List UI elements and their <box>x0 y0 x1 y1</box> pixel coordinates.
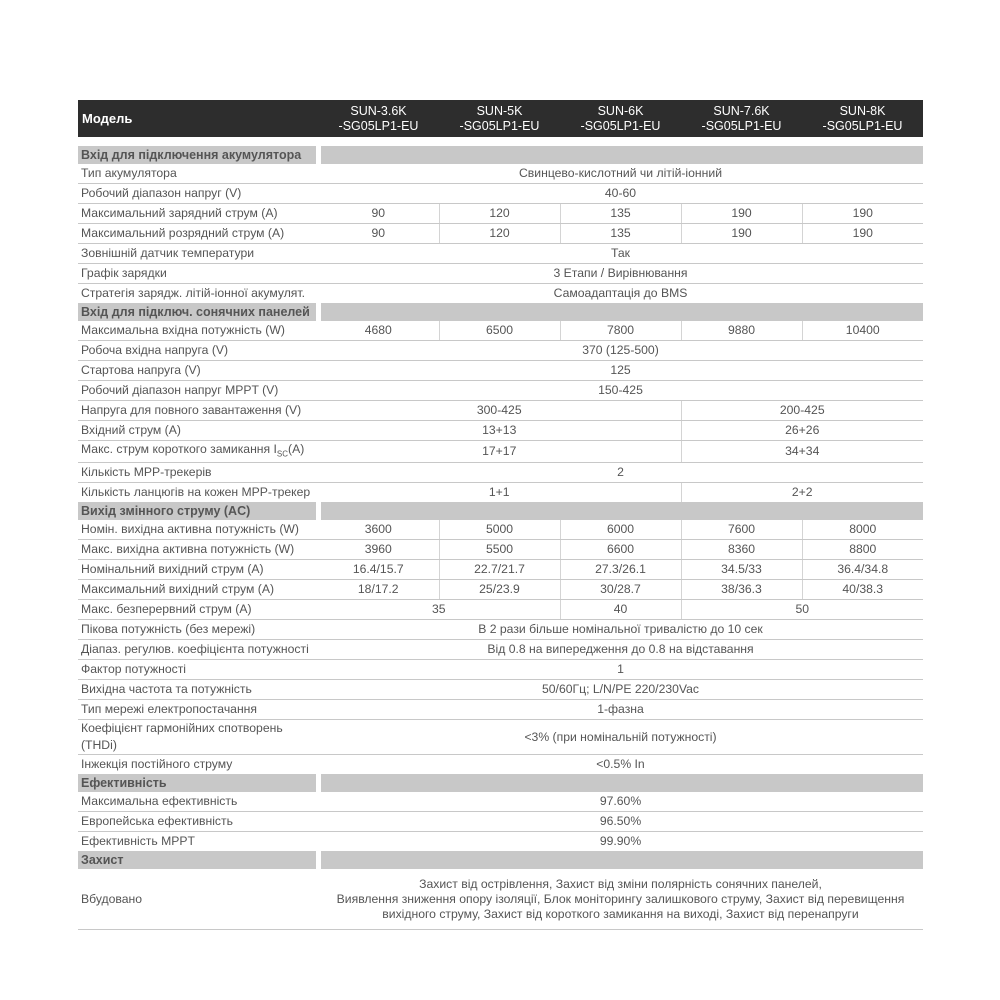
section-header-protection: Захист <box>78 851 923 869</box>
header-row <box>78 100 923 137</box>
table-row: Вбудовано Захист від острівлення, Захист від зміни полярність сонячних панелей, Виявлення зниження опору ізоляції, Блок моніторингу залишкового струму, Захист від перевищення вихідного струму, Захист від короткого замикання на виході, Захист від перенапруги <box>78 869 923 930</box>
protection-features: Захист від острівлення, Захист від зміни полярність сонячних панелей, Виявлення зниження опору ізоляції, Блок моніторингу залишкового струму, Захист від перевищення вихідного струму, Захист від короткого замикання на виході, Захист від перенапруги <box>318 869 923 930</box>
table-row: Максимальна ефективність 97.60% <box>78 792 923 812</box>
table-row: Максимальний розрядний струм (A) 90 120 135 190 190 <box>78 224 923 244</box>
table-row: Напруга для повного завантаження (V) 300-425 200-425 <box>78 401 923 421</box>
table-row: Кількість MPP-трекерів 2 <box>78 463 923 483</box>
spec-table-container <box>78 100 923 930</box>
model-label: Модель <box>78 100 318 137</box>
table-row: Номінальний вихідний струм (A) 16.4/15.7 22.7/21.7 27.3/26.1 34.5/33 36.4/34.8 <box>78 560 923 580</box>
table-row: Коефіцієнт гармонійних спотворень (THDi) <3% (при номінальній потужності) <box>78 720 923 755</box>
table-row: Робочий діапазон напруг (V) 40-60 <box>78 184 923 204</box>
table-row: Стартова напруга (V) 125 <box>78 361 923 381</box>
table-row: Тип мережі електропостачання 1-фазна <box>78 700 923 720</box>
table-row: Інжекція постійного струму <0.5% In <box>81 757 645 772</box>
section-header-battery: Вхід для підключення акумулятора <box>78 146 923 164</box>
model-column-header: SUN-6K -SG05LP1-EU <box>560 100 681 137</box>
table-row: Макс. безперервний струм (A) 35 40 50 <box>78 600 923 620</box>
table-row: Діапаз. регулюв. коефіцієнта потужності Від 0.8 на випередження до 0.8 на відставання <box>78 640 923 660</box>
model-column-header: SUN-3.6K -SG05LP1-EU <box>318 100 439 137</box>
section-header-pv: Вхід для підключ. сонячних панелей <box>78 303 923 321</box>
table-row: Максимальний вихідний струм (A) 18/17.2 25/23.9 30/28.7 38/36.3 40/38.3 <box>78 580 923 600</box>
table-row: Робоча вхідна напруга (V) 370 (125-500) <box>78 341 923 361</box>
table-row: Ефективність MPPT 99.90% <box>81 834 642 849</box>
table-row: Вихідна частота та потужність 50/60Гц; L/N/PE 220/230Vac <box>78 680 923 700</box>
table-row: Европейська ефективність 96.50% <box>78 812 923 832</box>
table-row: Максимальний зарядний струм (A) 90 120 135 190 190 <box>78 204 923 224</box>
table-row: Зовнішній датчик температури Так <box>78 244 923 264</box>
table-row: Робочий діапазон напруг MPPT (V) 150-425 <box>78 381 923 401</box>
section-header-efficiency: Ефективність <box>78 774 923 792</box>
table-row: Пікова потужність (без мережі) В 2 рази більше номінальної тривалістю до 10 сек <box>78 620 923 640</box>
table-row: Номін. вихідна активна потужність (W) 3600 5000 6000 7600 8000 <box>78 520 923 540</box>
table-row: Макс. вихідна активна потужність (W) 3960 5500 6600 8360 8800 <box>78 540 923 560</box>
spec-table <box>78 100 923 930</box>
table-row: Тип акумулятора Свинцево-кислотний чи літій-іонний <box>78 164 923 184</box>
table-row: Фактор потужності 1 <box>78 660 923 680</box>
table-row: Макс. струм короткого замикання $I_{SC}(A)$ 17+17 34+34 <box>78 441 923 463</box>
model-column-header: SUN-8K -SG05LP1-EU <box>802 100 923 137</box>
table-row: Кількість ланцюгів на кожен MPP-трекер 1+1 2+2 <box>78 483 923 503</box>
table-row: Максимальна вхідна потужність (W) 4680 6500 7800 9880 10400 <box>78 321 923 341</box>
model-column-header: SUN-7.6K -SG05LP1-EU <box>681 100 802 137</box>
table-row: Стратегія зарядж. літій-іонної акумулят. Самоадаптація до BMS <box>81 286 688 300</box>
table-row: Графік зарядки 3 Етапи / Вирівнювання <box>78 264 923 284</box>
table-row: Вхідний струм (A) 13+13 26+26 <box>78 421 923 441</box>
model-column-header: SUN-5K -SG05LP1-EU <box>439 100 560 137</box>
section-header-ac: Вихід змінного струму (AC) <box>78 502 923 520</box>
